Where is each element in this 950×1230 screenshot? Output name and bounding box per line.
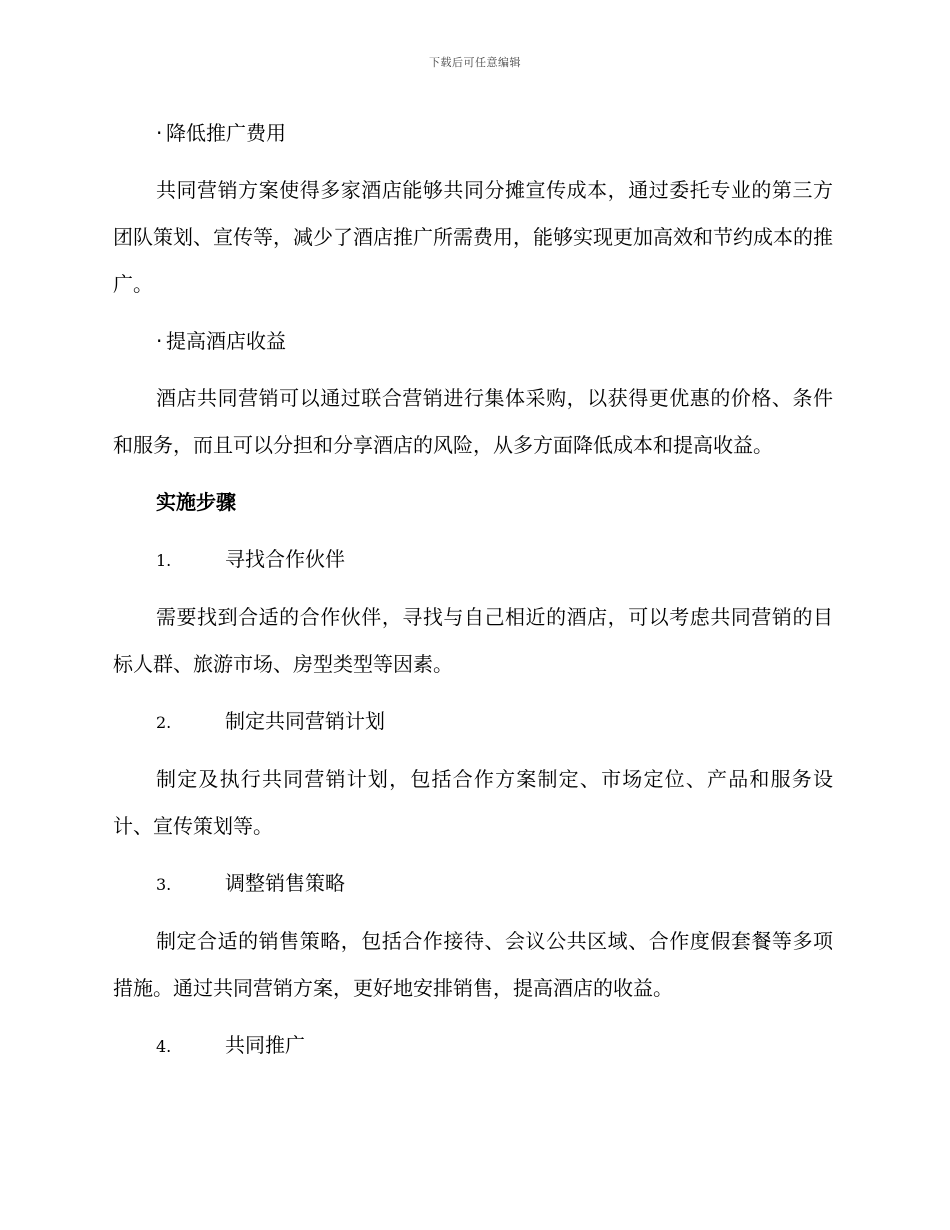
step-title: 寻找合作伙伴: [225, 547, 345, 571]
step-title: 调整销售策略: [225, 871, 345, 895]
step-title: 共同推广: [225, 1033, 305, 1057]
step-number: 1.: [156, 551, 172, 570]
step-paragraph-2: 制定及执行共同营销计划，包括合作方案制定、市场定位、产品和服务设计、宣传策划等。: [113, 767, 833, 838]
page-header: 下载后可任意编辑: [429, 56, 521, 69]
bullet-dot: ·: [156, 329, 163, 353]
heading-text: 提高酒店收益: [166, 329, 286, 353]
bullet-dot: ·: [156, 121, 163, 145]
step-paragraph-3: 制定合适的销售策略，包括合作接待、会议公共区域、合作度假套餐等多项措施。通过共同营销方案，更好地安排销售，提高酒店的收益。: [113, 929, 833, 1000]
paragraph-reduce-cost: 共同营销方案使得多家酒店能够共同分摊宣传成本，通过委托专业的第三方团队策划、宣传等，减少了酒店推广所需费用，能够实现更加高效和节约成本的推广。: [113, 178, 833, 296]
step-paragraph-1: 需要找到合适的合作伙伴，寻找与自己相近的酒店，可以考虑共同营销的目标人群、旅游市场、房型类型等因素。: [113, 605, 833, 676]
paragraph-increase-revenue: 酒店共同营销可以通过联合营销进行集体采购，以获得更优惠的价格、条件和服务，而且可以分担和分享酒店的风险，从多方面降低成本和提高收益。: [113, 386, 833, 457]
step-number: 4.: [156, 1037, 172, 1056]
step-heading-3: [113, 860, 833, 908]
bullet-heading-increase-revenue: [113, 318, 833, 365]
document-body: [113, 110, 833, 1080]
step-title: 制定共同营销计划: [225, 709, 385, 733]
step-number: 3.: [156, 875, 172, 894]
step-heading-2: [113, 698, 833, 746]
step-heading-4: [113, 1022, 833, 1070]
step-heading-1: [113, 536, 833, 584]
bullet-heading-reduce-cost: [113, 110, 833, 157]
step-number: 2.: [156, 713, 172, 732]
heading-text: 降低推广费用: [166, 121, 286, 145]
section-title-implementation: 实施步骤: [156, 490, 236, 514]
